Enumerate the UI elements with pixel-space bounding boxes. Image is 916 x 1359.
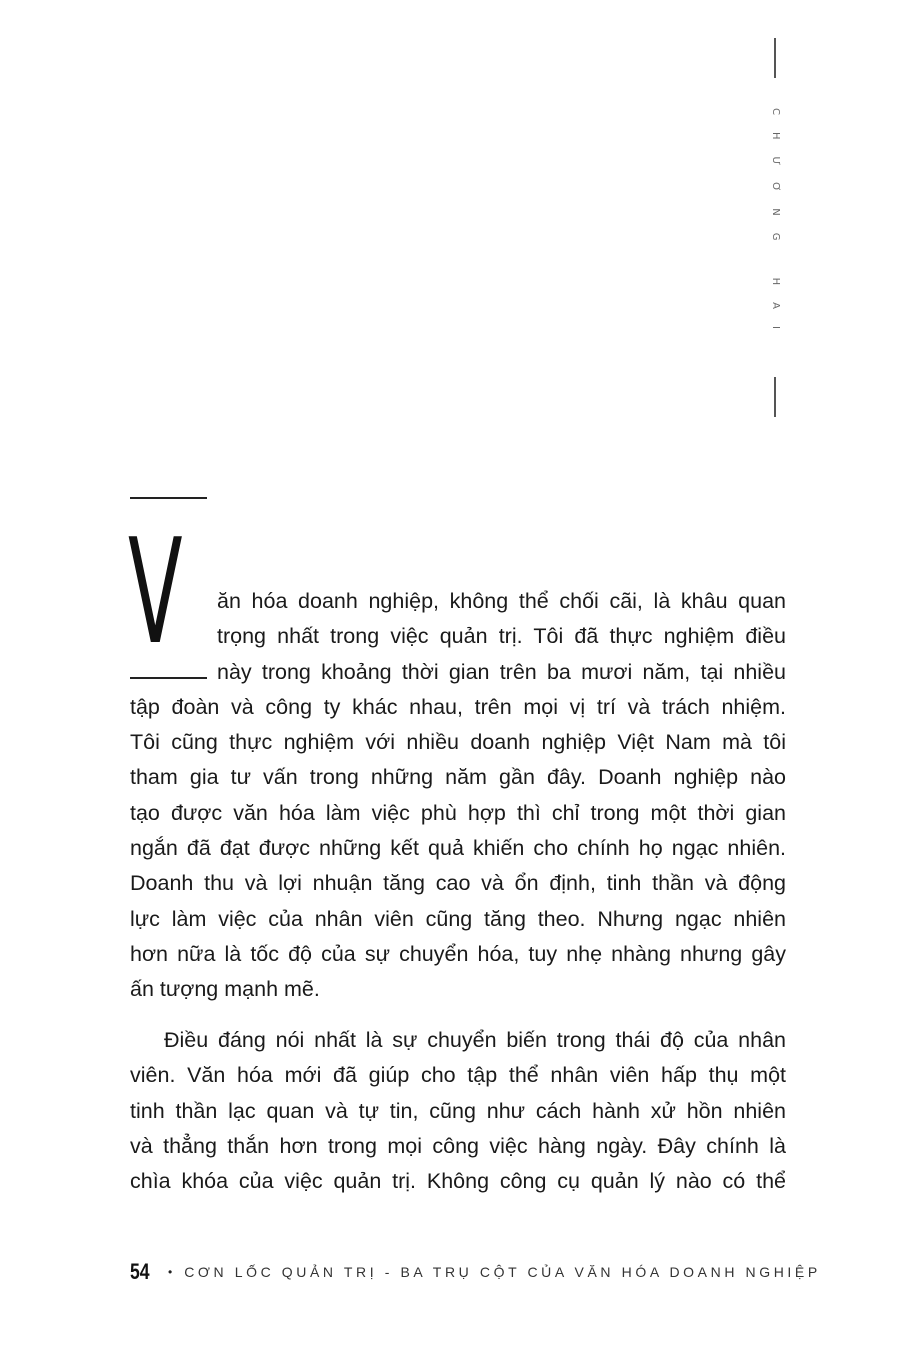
text-line: Tôi cũng thực nghiệm với nhiều doanh nghiệp Việt Nam mà tôi: [130, 730, 786, 755]
chapter-side-label: CHƯƠNG HAI: [770, 108, 781, 346]
text-line: lực làm việc của nhân viên cũng tăng theo. Nhưng ngạc nhiên: [130, 906, 786, 931]
page-number: 54: [130, 1259, 150, 1284]
dropcap-letter: V: [128, 508, 183, 677]
text-line: hơn nữa là tốc độ của sự chuyển hóa, tuy nhẹ nhàng nhưng gây: [130, 941, 786, 966]
text-line: ăn hóa doanh nghiệp, không thể chối cãi, là khâu quan: [217, 589, 786, 613]
side-rule-top: [774, 38, 776, 78]
side-rule-bottom: [774, 377, 776, 417]
text-line: tinh thần lạc quan và tự tin, cũng như cách hành xử hồn nhiên: [130, 1098, 786, 1123]
paragraph-1: [130, 584, 786, 1008]
dropcap-rule-top: [130, 497, 207, 499]
page-footer: [130, 1258, 821, 1286]
text-line: ấn tượng mạnh mẽ.: [130, 977, 320, 1002]
text-line: Doanh thu và lợi nhuận tăng cao và ổn định, tinh thần và động: [130, 871, 786, 896]
paragraph-2: [130, 1023, 786, 1199]
text-line: và thẳng thắn hơn trong mọi công việc hàng ngày. Đây chính là: [130, 1133, 786, 1158]
text-line: Điều đáng nói nhất là sự chuyển biến trong thái độ của nhân: [164, 1028, 786, 1052]
text-line: trọng nhất trong việc quản trị. Tôi đã thực nghiệm điều: [217, 624, 786, 649]
text-line: này trong khoảng thời gian trên ba mươi năm, tại nhiều: [217, 659, 786, 684]
text-line: tham gia tư vấn trong những năm gần đây. Doanh nghiệp nào: [130, 765, 786, 790]
text-line: viên. Văn hóa mới đã giúp cho tập thể nhân viên hấp thụ một: [130, 1063, 786, 1088]
text-line: tạo được văn hóa làm việc phù hợp thì chỉ trong một thời gian: [130, 800, 786, 825]
text-line: chìa khóa của việc quản trị. Không công cụ quản lý nào có thể: [130, 1169, 786, 1194]
text-line: tập đoàn và công ty khác nhau, trên mọi vị trí và trách nhiệm.: [130, 694, 786, 719]
running-title: CƠN LỐC QUẢN TRỊ - BA TRỤ CỘT CỦA VĂN HÓA DOANH NGHIỆP: [184, 1264, 821, 1280]
text-line: ngắn đã đạt được những kết quả khiến cho chính họ ngạc nhiên.: [130, 836, 786, 861]
bullet-separator: •: [168, 1265, 173, 1279]
